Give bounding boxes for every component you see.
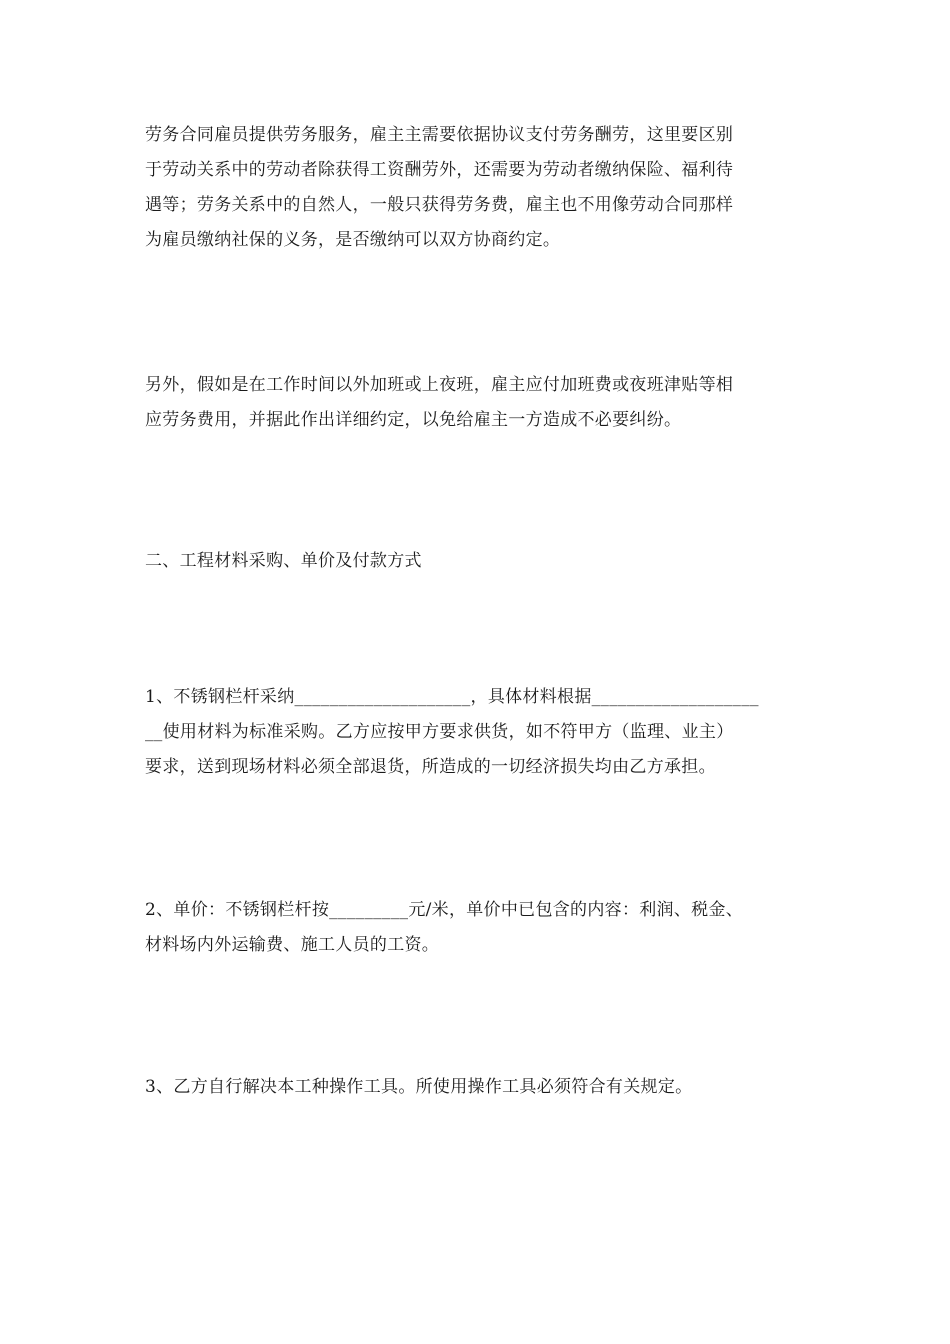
text-line: 要求，送到现场材料必须全部退货，所造成的一切经济损失均由乙方承担。 xyxy=(145,757,716,777)
text-line: 材料场内外运输费、施工人员的工资。 xyxy=(145,935,440,955)
text-line: 另外，假如是在工作时间以外加班或上夜班，雇主应付加班费或夜班津贴等相 xyxy=(145,375,734,395)
text-line: 1、不锈钢栏杆采纳____________________，具体材料根据___________________ xyxy=(145,687,759,707)
clause-2-unit-price xyxy=(145,893,810,963)
clause-1-procurement xyxy=(145,680,810,785)
text-line: 2、单价：不锈钢栏杆按_________元/米，单价中已包含的内容：利润、税金、 xyxy=(145,900,744,920)
section-heading xyxy=(145,544,810,579)
text-line: 应劳务费用，并据此作出详细约定，以免给雇主一方造成不必要纠纷。 xyxy=(145,410,682,430)
text-line: 为雇员缴纳社保的义务，是否缴纳可以双方协商约定。 xyxy=(145,230,561,250)
clause-3-tools xyxy=(145,1070,810,1105)
text-line: __使用材料为标准采购。乙方应按甲方要求供货，如不符甲方（监理、业主） xyxy=(145,722,734,742)
text-line: 劳务合同雇员提供劳务服务，雇主主需要依据协议支付劳务酬劳，这里要区别 xyxy=(145,125,734,145)
heading-text: 二、工程材料采购、单价及付款方式 xyxy=(145,551,422,571)
text-line: 遇等；劳务关系中的自然人，一般只获得劳务费，雇主也不用像劳动合同那样 xyxy=(145,195,734,215)
text-line: 于劳动关系中的劳动者除获得工资酬劳外，还需要为劳动者缴纳保险、福利待 xyxy=(145,160,734,180)
paragraph-overtime xyxy=(145,368,810,438)
paragraph-labor-contract xyxy=(145,118,810,258)
text-line: 3、乙方自行解决本工种操作工具。所使用操作工具必须符合有关规定。 xyxy=(145,1077,693,1097)
